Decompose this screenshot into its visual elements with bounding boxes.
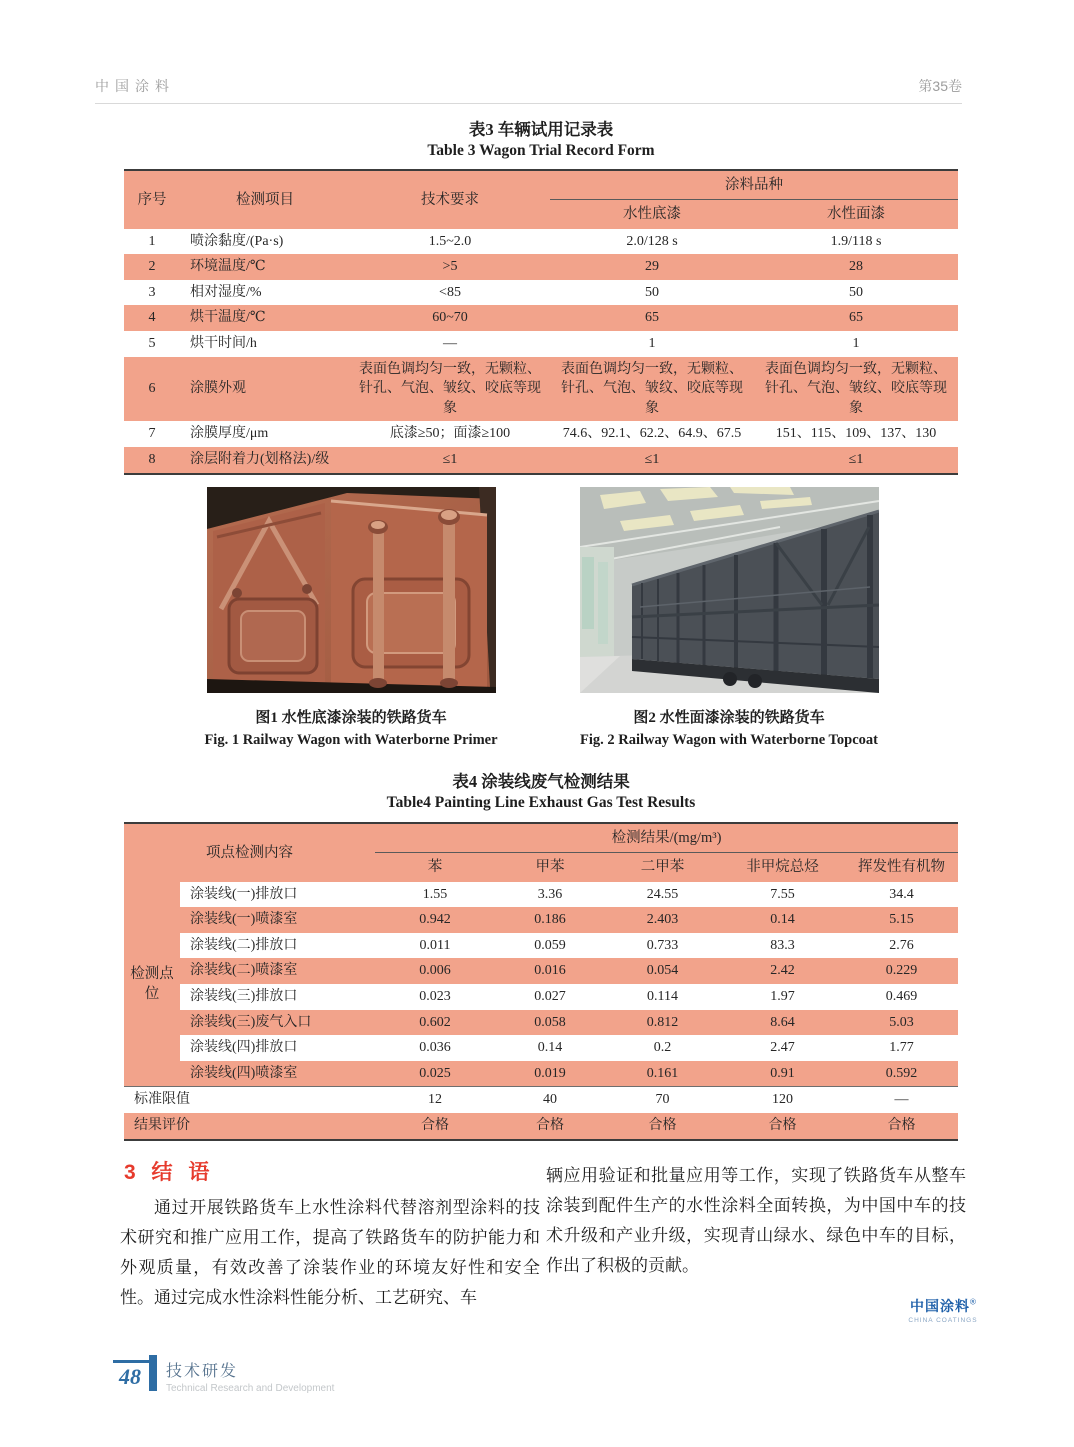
table4-cell-value: 0.023 — [375, 984, 495, 1010]
table4-cell-value: 0.733 — [605, 933, 720, 959]
table4-cell-value: 0.019 — [495, 1061, 605, 1087]
table4-col-item: 项点检测内容 — [124, 823, 375, 882]
table3-cell-requirement: 1.5~2.0 — [350, 229, 550, 255]
table4-limit-value: 12 — [375, 1087, 495, 1113]
table4-cell-value: 0.602 — [375, 1010, 495, 1036]
table3-head — [124, 170, 958, 229]
table4-cell-site: 涂装线(四)排放口 — [180, 1035, 375, 1061]
table4-cell-value: 5.03 — [845, 1010, 958, 1036]
table4-cell-value: 0.027 — [495, 984, 605, 1010]
table3-cell-topcoat: 1.9/118 s — [754, 229, 958, 255]
table4-cell-value: 0.592 — [845, 1061, 958, 1087]
table3-cell-topcoat: 65 — [754, 305, 958, 331]
table3-cell-seq: 4 — [124, 305, 180, 331]
table3-cell-topcoat: ≤1 — [754, 447, 958, 474]
table3-cell-primer: 65 — [550, 305, 754, 331]
table4-limit-value: 120 — [720, 1087, 845, 1113]
table3-cell-seq: 3 — [124, 280, 180, 306]
table3-col-coating-group: 涂料品种 — [550, 170, 958, 200]
table4-cell-value: 83.3 — [720, 933, 845, 959]
table4-evaluation-value: 合格 — [720, 1113, 845, 1140]
logo-name-zh: 中国涂料 — [910, 1298, 971, 1314]
conclusion-heading: 3 结 语 — [124, 1161, 215, 1184]
table4-col-results: 检测结果/(mg/m³) — [375, 823, 958, 853]
figure2-railway-wagon-topcoat-photo — [580, 487, 879, 693]
table3-cell-item: 烘干温度/℃ — [180, 305, 350, 331]
table4-cell-value: 1.55 — [375, 882, 495, 908]
table4-cell-value: 7.55 — [720, 882, 845, 908]
page-number: 48 — [119, 1364, 141, 1389]
table4-head — [124, 823, 958, 882]
table4-cell-value: 0.2 — [605, 1035, 720, 1061]
table4-cell-value: 1.97 — [720, 984, 845, 1010]
journal-name: 中国涂料 — [95, 78, 175, 94]
table4-exhaust-gas-results — [124, 822, 958, 1141]
table4-cell-value: 0.91 — [720, 1061, 845, 1087]
table4-evaluation-value: 合格 — [495, 1113, 605, 1140]
table3-cell-seq: 2 — [124, 254, 180, 280]
table4-cell-value: 0.016 — [495, 958, 605, 984]
table3-cell-item: 涂层附着力(划格法)/级 — [180, 447, 350, 474]
table4-cell-value: 1.77 — [845, 1035, 958, 1061]
logo-registered-mark: ® — [970, 1297, 976, 1307]
table4-cell-value: 2.403 — [605, 907, 720, 933]
footer-section — [166, 1358, 334, 1394]
table3-cell-requirement: — — [350, 331, 550, 357]
table4-cell-value: 0.812 — [605, 1010, 720, 1036]
table3-cell-item: 相对湿度/% — [180, 280, 350, 306]
table4-cell-value: 0.161 — [605, 1061, 720, 1087]
table4-cell-value: 0.229 — [845, 958, 958, 984]
table4-cell-site: 涂装线(二)排放口 — [180, 933, 375, 959]
table4-body — [124, 882, 958, 1140]
table4-cell-site: 涂装线(二)喷漆室 — [180, 958, 375, 984]
table3-cell-item: 涂膜外观 — [180, 357, 350, 422]
table3-cell-seq: 7 — [124, 421, 180, 447]
table4-row — [124, 958, 958, 984]
table4-cell-value: 2.76 — [845, 933, 958, 959]
table4-cell-value: 34.4 — [845, 882, 958, 908]
page-footer — [113, 1360, 334, 1394]
table3-cell-requirement: ≤1 — [350, 447, 550, 474]
table4-cell-value: 0.025 — [375, 1061, 495, 1087]
table4-title-zh: 表4 涂装线废气检测结果 — [452, 772, 630, 791]
table4-cell-value: 0.14 — [720, 907, 845, 933]
table4-cell-value: 0.469 — [845, 984, 958, 1010]
table4-evaluation-value: 合格 — [845, 1113, 958, 1140]
table4-cell-value: 0.054 — [605, 958, 720, 984]
table3-cell-primer: 2.0/128 s — [550, 229, 754, 255]
table3-cell-primer: 50 — [550, 280, 754, 306]
table4-cell-value: 0.006 — [375, 958, 495, 984]
table3-cell-item: 涂膜厚度/μm — [180, 421, 350, 447]
table4-evaluation-value: 合格 — [375, 1113, 495, 1140]
table4-col-xylene: 二甲苯 — [605, 853, 720, 882]
table4-evaluation-value: 合格 — [605, 1113, 720, 1140]
table4-limit-value: 40 — [495, 1087, 605, 1113]
table3-row — [124, 229, 958, 255]
table3-cell-primer: 1 — [550, 331, 754, 357]
conclusion-paragraph-right: 辆应用验证和批量应用等工作，实现了铁路货车从整车涂装到配件生产的水性涂料全面转换，为中国中车的技术升级和产业升级，实现青山绿水、绿色中车的目标，作出了积极的贡献。 — [546, 1166, 966, 1275]
table3-row — [124, 421, 958, 447]
figure2-block — [527, 487, 931, 749]
table3-row — [124, 331, 958, 357]
table3-title-zh: 表3 车辆试用记录表 — [468, 120, 614, 139]
volume-number: 第35卷 — [918, 78, 962, 94]
page-number-box — [113, 1360, 149, 1390]
table3-cell-item: 烘干时间/h — [180, 331, 350, 357]
table4-cell-value: 0.114 — [605, 984, 720, 1010]
table4-row — [124, 933, 958, 959]
table3-row — [124, 447, 958, 474]
table3-col-primer: 水性底漆 — [550, 200, 754, 229]
table4-evaluation-label: 结果评价 — [124, 1113, 375, 1140]
table4-row — [124, 907, 958, 933]
table3-cell-topcoat: 1 — [754, 331, 958, 357]
table4-limit-value: 70 — [605, 1087, 720, 1113]
table3-cell-primer: 74.6、92.1、62.2、64.9、67.5 — [550, 421, 754, 447]
conclusion-paragraph-left: 通过开展铁路货车上水性涂料代替溶剂型涂料的技术研究和推广应用工作，提高了铁路货车的防护能力和外观质量，有效改善了涂装作业的环境友好性和安全性。通过完成水性涂料性能分析、工艺研究、车 — [120, 1198, 540, 1307]
table4-cell-value: 5.15 — [845, 907, 958, 933]
table3-cell-primer: ≤1 — [550, 447, 754, 474]
table4-cell-site: 涂装线(三)废气入口 — [180, 1010, 375, 1036]
table3-cell-item: 环境温度/℃ — [180, 254, 350, 280]
table3-row — [124, 305, 958, 331]
table3-cell-item: 喷涂黏度/(Pa·s) — [180, 229, 350, 255]
table3-title-en: Table 3 Wagon Trial Record Form — [427, 142, 655, 159]
table3-row — [124, 254, 958, 280]
table4-row — [124, 1035, 958, 1061]
table4-cell-value: 0.186 — [495, 907, 605, 933]
table4-limit-label: 标准限值 — [124, 1087, 375, 1113]
table3-row — [124, 280, 958, 306]
table4-group-cell: 检测点位 — [124, 882, 180, 1087]
table3-cell-seq: 8 — [124, 447, 180, 474]
running-head — [95, 76, 962, 104]
table4-cell-value: 0.942 — [375, 907, 495, 933]
table4-cell-value: 2.42 — [720, 958, 845, 984]
figure2-caption-zh: 图2 水性面漆涂装的铁路货车 — [633, 710, 825, 726]
table4-row — [124, 1010, 958, 1036]
table4-col-voc: 挥发性有机物 — [845, 853, 958, 882]
table4-cell-value: 8.64 — [720, 1010, 845, 1036]
table3-cell-topcoat: 151、115、109、137、130 — [754, 421, 958, 447]
table3-cell-seq: 6 — [124, 357, 180, 422]
table4-cell-value: 0.14 — [495, 1035, 605, 1061]
table3-cell-seq: 1 — [124, 229, 180, 255]
table3-cell-topcoat: 50 — [754, 280, 958, 306]
figure1-caption-en: Fig. 1 Railway Wagon with Waterborne Primer — [204, 732, 498, 748]
footer-accent-bar — [149, 1355, 157, 1391]
table3-cell-primer: 29 — [550, 254, 754, 280]
table4-cell-value: 24.55 — [605, 882, 720, 908]
table3-col-item: 检测项目 — [180, 170, 350, 229]
table4-col-benzene: 苯 — [375, 853, 495, 882]
table3-cell-primer: 表面色调均匀一致，无颗粒、针孔、气泡、皱纹、咬底等现象 — [550, 357, 754, 422]
table4-col-toluene: 甲苯 — [495, 853, 605, 882]
table3-cell-topcoat: 表面色调均匀一致，无颗粒、针孔、气泡、皱纹、咬底等现象 — [754, 357, 958, 422]
table4-cell-value: 2.47 — [720, 1035, 845, 1061]
table4-title-en: Table4 Painting Line Exhaust Gas Test Results — [386, 794, 696, 811]
table4-cell-value: 0.036 — [375, 1035, 495, 1061]
table3-cell-seq: 5 — [124, 331, 180, 357]
table4-limit-value: — — [845, 1087, 958, 1113]
table3-body — [124, 229, 958, 474]
table3-col-topcoat: 水性面漆 — [754, 200, 958, 229]
table3-cell-requirement: >5 — [350, 254, 550, 280]
table4-cell-site: 涂装线(一)排放口 — [180, 882, 375, 908]
table3-row — [124, 357, 958, 422]
table4-cell-value: 3.36 — [495, 882, 605, 908]
table3-wagon-trial-record — [124, 169, 958, 475]
table3-cell-topcoat: 28 — [754, 254, 958, 280]
table3-cell-requirement: 底漆≥50；面漆≥100 — [350, 421, 550, 447]
table4-row — [124, 1061, 958, 1087]
table3-header-row-1 — [124, 170, 958, 200]
table3-col-seq: 序号 — [124, 170, 180, 229]
figure2-caption-en: Fig. 2 Railway Wagon with Waterborne Topcoat — [580, 732, 878, 748]
china-coatings-logo — [888, 1296, 998, 1324]
table4-cell-site: 涂装线(四)喷漆室 — [180, 1061, 375, 1087]
table4-limit-row — [124, 1087, 958, 1113]
table3-cell-requirement: <85 — [350, 280, 550, 306]
table4-cell-value: 0.058 — [495, 1010, 605, 1036]
table3-col-requirement: 技术要求 — [350, 170, 550, 229]
table4-col-nmhc: 非甲烷总烃 — [720, 853, 845, 882]
table4-cell-value: 0.059 — [495, 933, 605, 959]
footer-section-en: Technical Research and Development — [166, 1383, 335, 1394]
table4-evaluation-row — [124, 1113, 958, 1140]
footer-section-zh: 技术研发 — [166, 1363, 239, 1380]
table4-cell-site: 涂装线(一)喷漆室 — [180, 907, 375, 933]
table4-cell-value: 0.011 — [375, 933, 495, 959]
table3-cell-requirement: 表面色调均匀一致，无颗粒、针孔、气泡、皱纹、咬底等现象 — [350, 357, 550, 422]
table4-row — [124, 984, 958, 1010]
table4-header-row-1 — [124, 823, 958, 853]
table4-row — [124, 882, 958, 908]
table4-cell-site: 涂装线(三)排放口 — [180, 984, 375, 1010]
figure1-block — [151, 487, 551, 749]
table3-cell-requirement: 60~70 — [350, 305, 550, 331]
logo-name-en: CHINA COATINGS — [908, 1317, 978, 1324]
figure1-caption-zh: 图1 水性底漆涂装的铁路货车 — [255, 710, 447, 726]
figure1-railway-wagon-primer-photo — [207, 487, 496, 693]
